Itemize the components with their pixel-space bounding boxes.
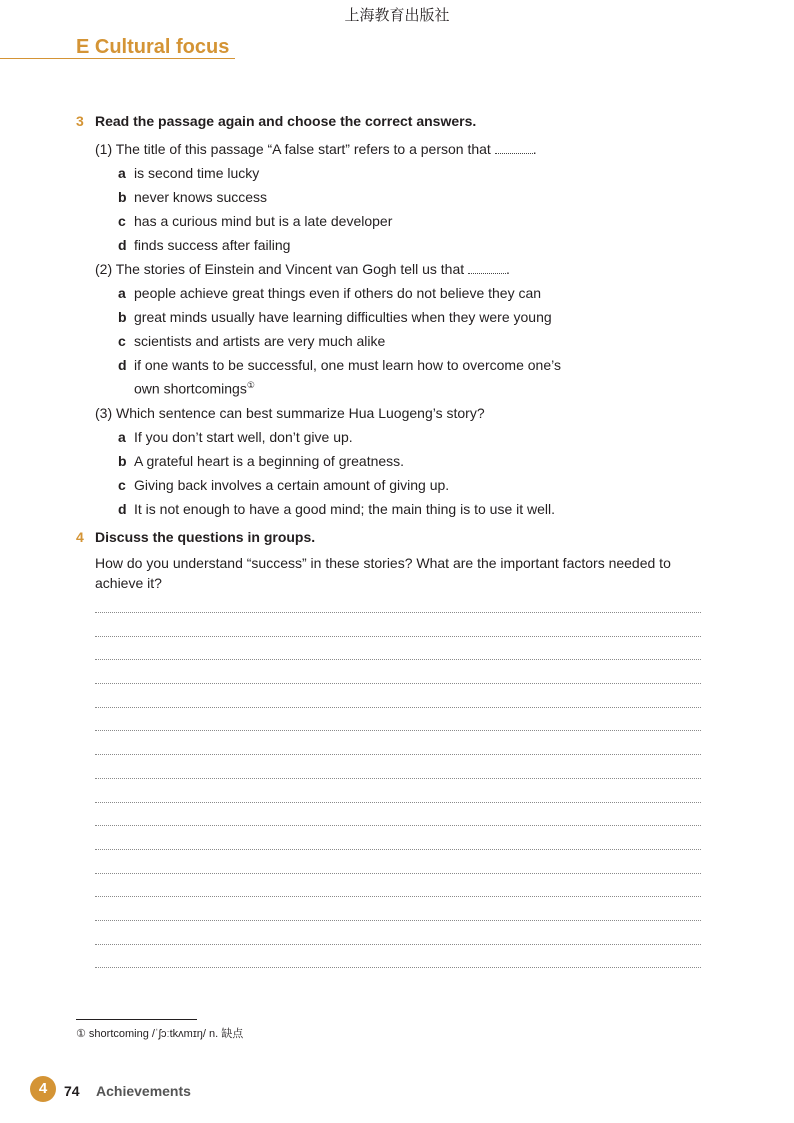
sub-question-suffix: . [532, 141, 537, 157]
writing-line[interactable] [95, 755, 701, 779]
option-letter: b [118, 452, 127, 469]
discussion-prompt: How do you understand “success” in these stories? What are the important factors needed to achieve it? [95, 555, 671, 591]
footnote-divider [76, 1019, 197, 1020]
unit-title: Achievements [96, 1083, 191, 1099]
writing-lines[interactable] [95, 612, 701, 968]
option-letter: c [118, 476, 126, 493]
question-4 [0, 529, 794, 593]
writing-line[interactable] [95, 897, 701, 921]
option-item[interactable] [118, 355, 718, 399]
sub-question-text: (3) Which sentence can best summarize Hua Luogeng’s story? [95, 404, 485, 421]
option-letter: c [118, 333, 126, 349]
writing-line[interactable] [95, 945, 701, 969]
option-text: never knows success [134, 189, 268, 205]
answer-blank[interactable] [468, 261, 506, 274]
option-letter: d [118, 500, 127, 517]
writing-line[interactable] [95, 731, 701, 755]
unit-number-badge: 4 [30, 1076, 56, 1102]
option-letter: b [118, 189, 127, 205]
option-text: has a curious mind but is a late developer [134, 213, 393, 229]
writing-line[interactable] [95, 826, 701, 850]
option-text: A grateful heart is a beginning of greatness. [134, 452, 405, 469]
sub-question-suffix: . [506, 261, 510, 277]
option-letter: a [118, 428, 126, 445]
option-letter: a [118, 285, 126, 301]
sub-question-1 [95, 139, 715, 159]
option-text: people achieve great things even if others do not believe they can [134, 285, 542, 301]
option-item[interactable] [118, 307, 718, 327]
writing-line[interactable] [95, 708, 701, 732]
option-letter: b [118, 309, 127, 325]
sub-question-2 [95, 259, 715, 279]
option-text [134, 355, 574, 399]
option-text: great minds usually have learning difficulties when they were young [134, 309, 552, 325]
option-item[interactable] [118, 475, 718, 495]
sub-question-3 [95, 403, 715, 423]
writing-line[interactable] [95, 803, 701, 827]
option-item[interactable] [118, 427, 718, 447]
option-text: finds success after failing [134, 237, 291, 253]
option-item[interactable] [118, 331, 718, 351]
option-text: is second time lucky [134, 165, 260, 181]
question-number: 3 [76, 113, 84, 129]
option-item[interactable] [118, 283, 718, 303]
footnote-marker: ① [246, 380, 255, 390]
option-text-body: if one wants to be successful, one must learn how to overcome one’s own shortcomings [134, 357, 561, 397]
question-3 [0, 113, 794, 519]
option-text: Giving back involves a certain amount of giving up. [134, 476, 450, 493]
writing-line[interactable] [95, 921, 701, 945]
writing-line[interactable] [95, 850, 701, 874]
sub-question-text: (1) The title of this passage “A false start” refers to a person that [95, 141, 491, 157]
option-letter: a [118, 165, 126, 181]
section-title-underline [0, 58, 235, 59]
option-item[interactable] [118, 235, 718, 255]
option-letter: c [118, 213, 126, 229]
writing-line[interactable] [95, 874, 701, 898]
sub-question-text: (2) The stories of Einstein and Vincent van Gogh tell us that [95, 261, 465, 277]
question-title: Discuss the questions in groups. [95, 529, 316, 545]
question-number: 4 [76, 529, 84, 545]
option-item[interactable] [118, 211, 718, 231]
option-text: It is not enough to have a good mind; the main thing is to use it well. [134, 500, 556, 517]
option-item[interactable] [118, 451, 718, 471]
writing-line[interactable] [95, 779, 701, 803]
answer-blank[interactable] [495, 141, 533, 154]
option-letter: d [118, 237, 127, 253]
writing-line[interactable] [95, 637, 701, 661]
writing-line[interactable] [95, 684, 701, 708]
option-text: scientists and artists are very much alike [134, 333, 386, 349]
option-item[interactable] [118, 187, 718, 207]
writing-line[interactable] [95, 613, 701, 637]
page-number: 74 [64, 1083, 80, 1099]
footnote: ① shortcoming /ˈʃɔːtkʌmɪŋ/ n. 缺点 [76, 1028, 244, 1040]
option-letter: d [118, 357, 127, 373]
question-title: Read the passage again and choose the correct answers. [95, 113, 477, 129]
option-item[interactable] [118, 499, 718, 519]
option-text: If you don’t start well, don’t give up. [134, 428, 353, 445]
publisher-header: 上海教育出版社 [344, 6, 450, 24]
writing-line[interactable] [95, 660, 701, 684]
section-title: E Cultural focus [76, 36, 230, 58]
option-item[interactable] [118, 163, 718, 183]
